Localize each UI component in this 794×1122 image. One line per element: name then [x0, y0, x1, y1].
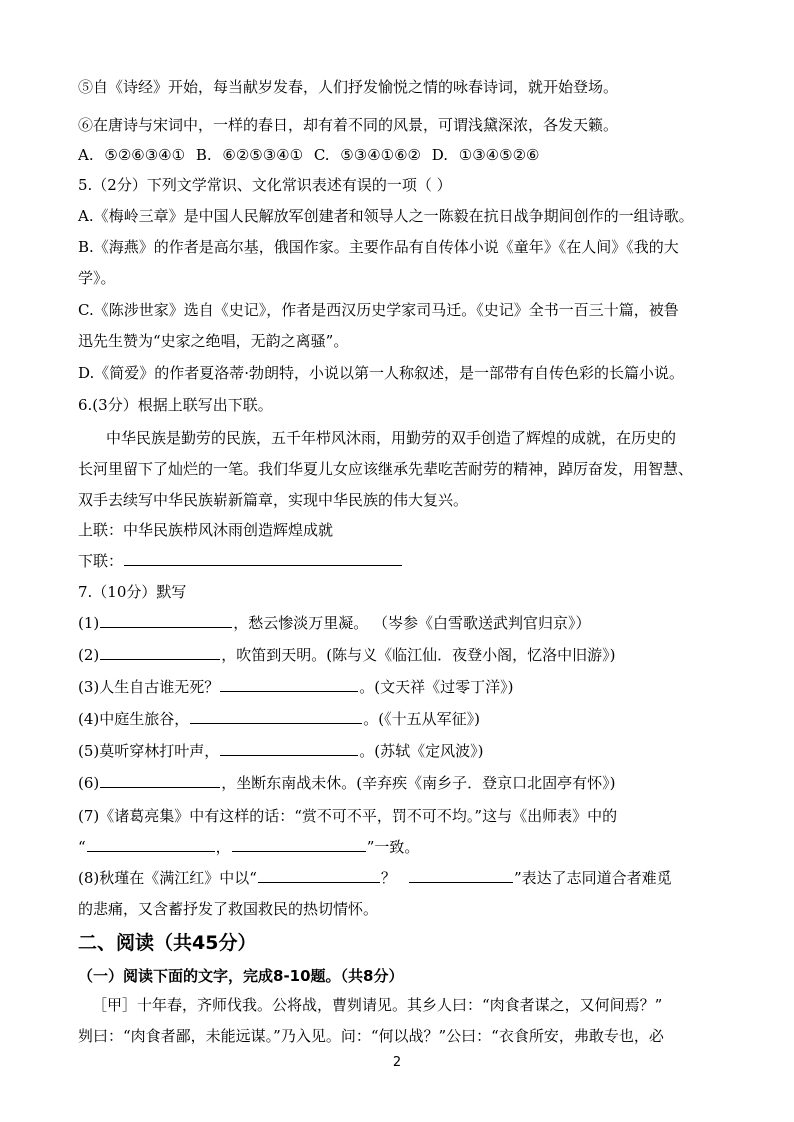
q7-item-7-blank-1[interactable] — [87, 837, 215, 852]
q7-item-8-blank-1[interactable] — [258, 868, 380, 883]
q7-item-5-blank[interactable] — [220, 741, 358, 756]
q7-item-7-line2 — [78, 837, 419, 857]
q7-item-8-blank-2[interactable] — [409, 868, 513, 883]
q7-item-1-text: ，愁云惨淡万里凝。 （岑参《白雪歌送武判官归京》） — [233, 614, 591, 632]
q7-item-3-text: (3)人生自古谁无死？ — [78, 678, 220, 696]
passage-jia-line2: 刿曰：“肉食者鄙，未能远谋。”乃入见。问：“何以战？”公曰：“衣食所安，弗敢专也，必 — [78, 1027, 664, 1045]
q7-item-8-line1 — [78, 868, 672, 888]
q7-item-6 — [78, 773, 615, 793]
q7-item-6-number: (6) — [78, 774, 100, 792]
q6-stem: 6.(3分）根据上联写出下联。 — [78, 396, 273, 414]
q7-item-1-blank[interactable] — [100, 613, 232, 628]
q5-option-c-line2: 迅先生赞为“史家之绝唱，无韵之离骚”。 — [78, 332, 349, 350]
q7-item-5 — [78, 741, 483, 761]
q5-option-b-line1: B.《海燕》的作者是高尔基，俄国作家。主要作品有自传体小说《童年》《在人间》《我的大 — [78, 238, 679, 256]
q7-item-8-close: ”表达了志同道合者难觅 — [513, 869, 672, 887]
q7-item-1-number: (1) — [78, 614, 100, 632]
q7-item-7-close: ”一致。 — [366, 838, 420, 856]
q7-item-3 — [78, 677, 513, 697]
q6-lower-blank[interactable] — [124, 551, 402, 566]
q4-sentence-5: ⑤自《诗经》开始，每当献岁发春，人们抒发愉悦之情的咏春诗词，就开始登场。 — [78, 78, 619, 96]
q7-item-6-text: ，坐断东南战未休。(辛弃疾《南乡子．登京口北固亭有怀》) — [221, 774, 616, 792]
q6-lower-couplet — [78, 551, 403, 571]
q6-passage-line2: 长河里留下了灿烂的一笔。我们华夏儿女应该继承先辈吃苦耐劳的精神，踔厉奋发，用智慧、 — [78, 460, 694, 478]
q7-item-2-blank[interactable] — [100, 645, 220, 660]
q6-passage-line1: 中华民族是勤劳的民族，五千年栉风沐雨，用勤劳的双手创造了辉煌的成就，在历史的 — [106, 429, 677, 447]
q7-item-4-source: 。(《十五从军征》) — [363, 710, 480, 728]
q7-item-8-question-mark: ？ — [380, 869, 396, 887]
q7-item-4-blank[interactable] — [190, 709, 362, 724]
section-2-title: 二、阅读（共45分） — [78, 932, 257, 954]
q7-item-5-source: 。(苏轼《定风波》) — [359, 742, 484, 760]
q7-item-2-number: (2) — [78, 646, 100, 664]
q7-item-7-comma: ， — [215, 838, 231, 856]
q7-item-4 — [78, 709, 480, 729]
q7-item-6-blank[interactable] — [100, 773, 220, 788]
q7-item-7-open-quote: “ — [78, 838, 86, 856]
q4-options: A. ⑤②⑥③④① B. ⑥②⑤③④① C. ⑤③④①⑥② D. ①③④⑤②⑥ — [78, 146, 540, 164]
q6-passage-line3: 双手去续写中华民族崭新篇章，实现中华民族的伟大复兴。 — [78, 491, 469, 509]
q4-sentence-6: ⑥在唐诗与宋词中，一样的春日，却有着不同的风景，可谓浅黛深浓，各发天籁。 — [78, 116, 619, 134]
q5-option-b-line2: 学》。 — [78, 269, 116, 287]
q7-item-3-source: 。(文天祥《过零丁洋》) — [359, 678, 514, 696]
q7-item-7-line1: (7)《诸葛亮集》中有这样的话：“赏不可不平，罚不可不均。”这与《出师表》中的 — [78, 807, 618, 825]
q6-upper-couplet: 上联：中华民族栉风沐雨创造辉煌成就 — [78, 521, 334, 539]
q7-item-8-line2: 的悲痛，又含蓄抒发了救国救民的热切情怀。 — [78, 900, 379, 918]
q7-item-5-text: (5)莫听穿林打叶声， — [78, 742, 220, 760]
q7-item-2 — [78, 645, 615, 665]
q5-option-a: A.《梅岭三章》是中国人民解放军创建者和领导人之一陈毅在抗日战争期间创作的一组诗歌。 — [78, 207, 694, 225]
q7-item-1 — [78, 613, 591, 633]
q7-item-8-text: (8)秋瑾在《满江红》中以“ — [78, 869, 257, 887]
q7-item-7-blank-2[interactable] — [232, 837, 366, 852]
q7-item-4-text: (4)中庭生旅谷， — [78, 710, 190, 728]
q7-item-2-text: ，吹笛到天明。(陈与义《临江仙．夜登小阁，忆洛中旧游》) — [221, 646, 616, 664]
page-number: 2 — [392, 1055, 402, 1070]
q7-item-3-blank[interactable] — [220, 677, 358, 692]
q5-option-c-line1: C.《陈涉世家》选自《史记》，作者是西汉历史学家司马迁。《史记》全书一百三十篇，被鲁 — [78, 301, 679, 319]
q5-option-d: D.《简爱》的作者夏洛蒂·勃朗特，小说以第一人称叙述，是一部带有自传色彩的长篇小说。 — [78, 364, 685, 382]
section-2-subtitle: （一）阅读下面的文字，完成8-10题。（共8分） — [78, 967, 404, 985]
q5-stem: 5.（2分）下列文学常识、文化常识表述有误的一项（ ） — [78, 176, 452, 194]
passage-jia-line1: ［甲］十年春，齐师伐我。公将战，曹刿请见。其乡人曰：“肉食者谋之，又何间焉？” — [92, 996, 663, 1014]
q7-stem: 7.（10分）默写 — [78, 583, 187, 601]
q6-lower-label: 下联： — [78, 552, 124, 570]
